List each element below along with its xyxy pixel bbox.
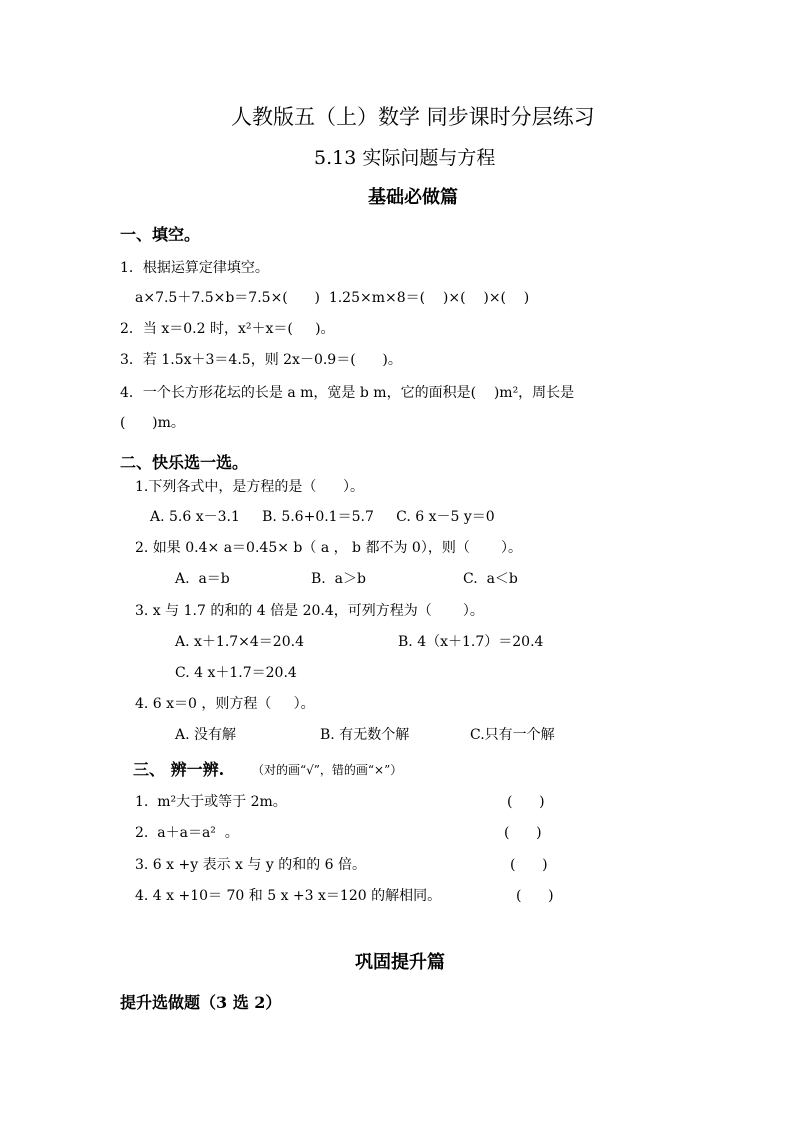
part1-heading: 一、填空。 — [120, 225, 201, 244]
lesson-title: 5.13 实际问题与方程 — [314, 147, 496, 169]
part2-q4-option-a: A. 没有解 — [175, 727, 237, 743]
part2-q4-option-c: C.只有一个解 — [470, 727, 555, 743]
part3-item-3-answer: ( ) — [510, 857, 548, 873]
part3-item-4-answer: ( ) — [516, 888, 554, 904]
part2-q3-option-b: B. 4（x＋1.7）＝20.4 — [398, 634, 544, 650]
part3-item-1-answer: ( ) — [507, 794, 545, 810]
part2-heading: 二、快乐选一选。 — [120, 453, 249, 472]
part3-note: （对的画“√”，错的画“×”） — [252, 763, 403, 777]
part2-q2: 2. 如果 0.4× a＝0.45× b（ a ， b 都不为 0），则（ ）。 — [135, 540, 522, 556]
section-basic-title: 基础必做篇 — [368, 187, 458, 208]
part2-q3-option-c: C. 4 x＋1.7＝20.4 — [175, 665, 297, 681]
part1-q4-line1: 4．一个长方形花坛的长是 a m，宽是 b m，它的面积是( )m²，周长是 — [120, 385, 575, 401]
part2-q3: 3. x 与 1.7 的和的 4 倍是 20.4，可列方程为（ ）。 — [135, 603, 484, 619]
part3-heading: 三、 辨一辨. — [133, 760, 225, 779]
part2-q4-option-b: B. 有无数个解 — [320, 727, 410, 743]
part2-q1-options: A. 5.6 x－3.1 B. 5.6+0.1＝5.7 C. 6 x－5 y＝0 — [150, 509, 495, 525]
part2-q3-option-a: A. x＋1.7×4＝20.4 — [175, 634, 304, 650]
part1-q4-line2: ( )m。 — [120, 415, 185, 431]
part3-item-1: 1. m²大于或等于 2m。 — [135, 794, 287, 810]
part3-item-2: 2. a＋a＝a² 。 — [135, 825, 239, 841]
part3-item-3: 3. 6 x +y 表示 x 与 y 的和的 6 倍。 — [135, 857, 367, 873]
part2-q2-option-b: B. a＞b — [311, 571, 366, 587]
section-improve-title: 巩固提升篇 — [355, 952, 445, 973]
page-title: 人教版五（上）数学 同步课时分层练习 — [231, 105, 595, 129]
part2-q1: 1.下列各式中，是方程的是（ ）。 — [135, 479, 365, 495]
improve-heading: 提升选做题（3 选 2） — [120, 993, 282, 1012]
part1-q2: 2．当 x＝0.2 时，x²＋x＝( )。 — [120, 321, 335, 337]
part2-q2-option-a: A. a＝b — [175, 571, 230, 587]
part2-q2-option-c: C. a＜b — [463, 571, 518, 587]
part1-q3: 3．若 1.5x＋3＝4.5，则 2x－0.9＝( )。 — [120, 352, 402, 368]
part2-q4: 4. 6 x＝0 ，则方程（ ）。 — [135, 696, 315, 712]
part1-q1: 1．根据运算定律填空。 — [120, 260, 269, 276]
part1-q1-line: a×7.5＋7.5×b＝7.5×( ) 1.25×m×8＝( )×( )×( ) — [135, 290, 530, 306]
part3-item-2-answer: ( ) — [504, 825, 542, 841]
part3-item-4: 4. 4 x +10＝ 70 和 5 x +3 x＝120 的解相同。 — [135, 888, 442, 904]
